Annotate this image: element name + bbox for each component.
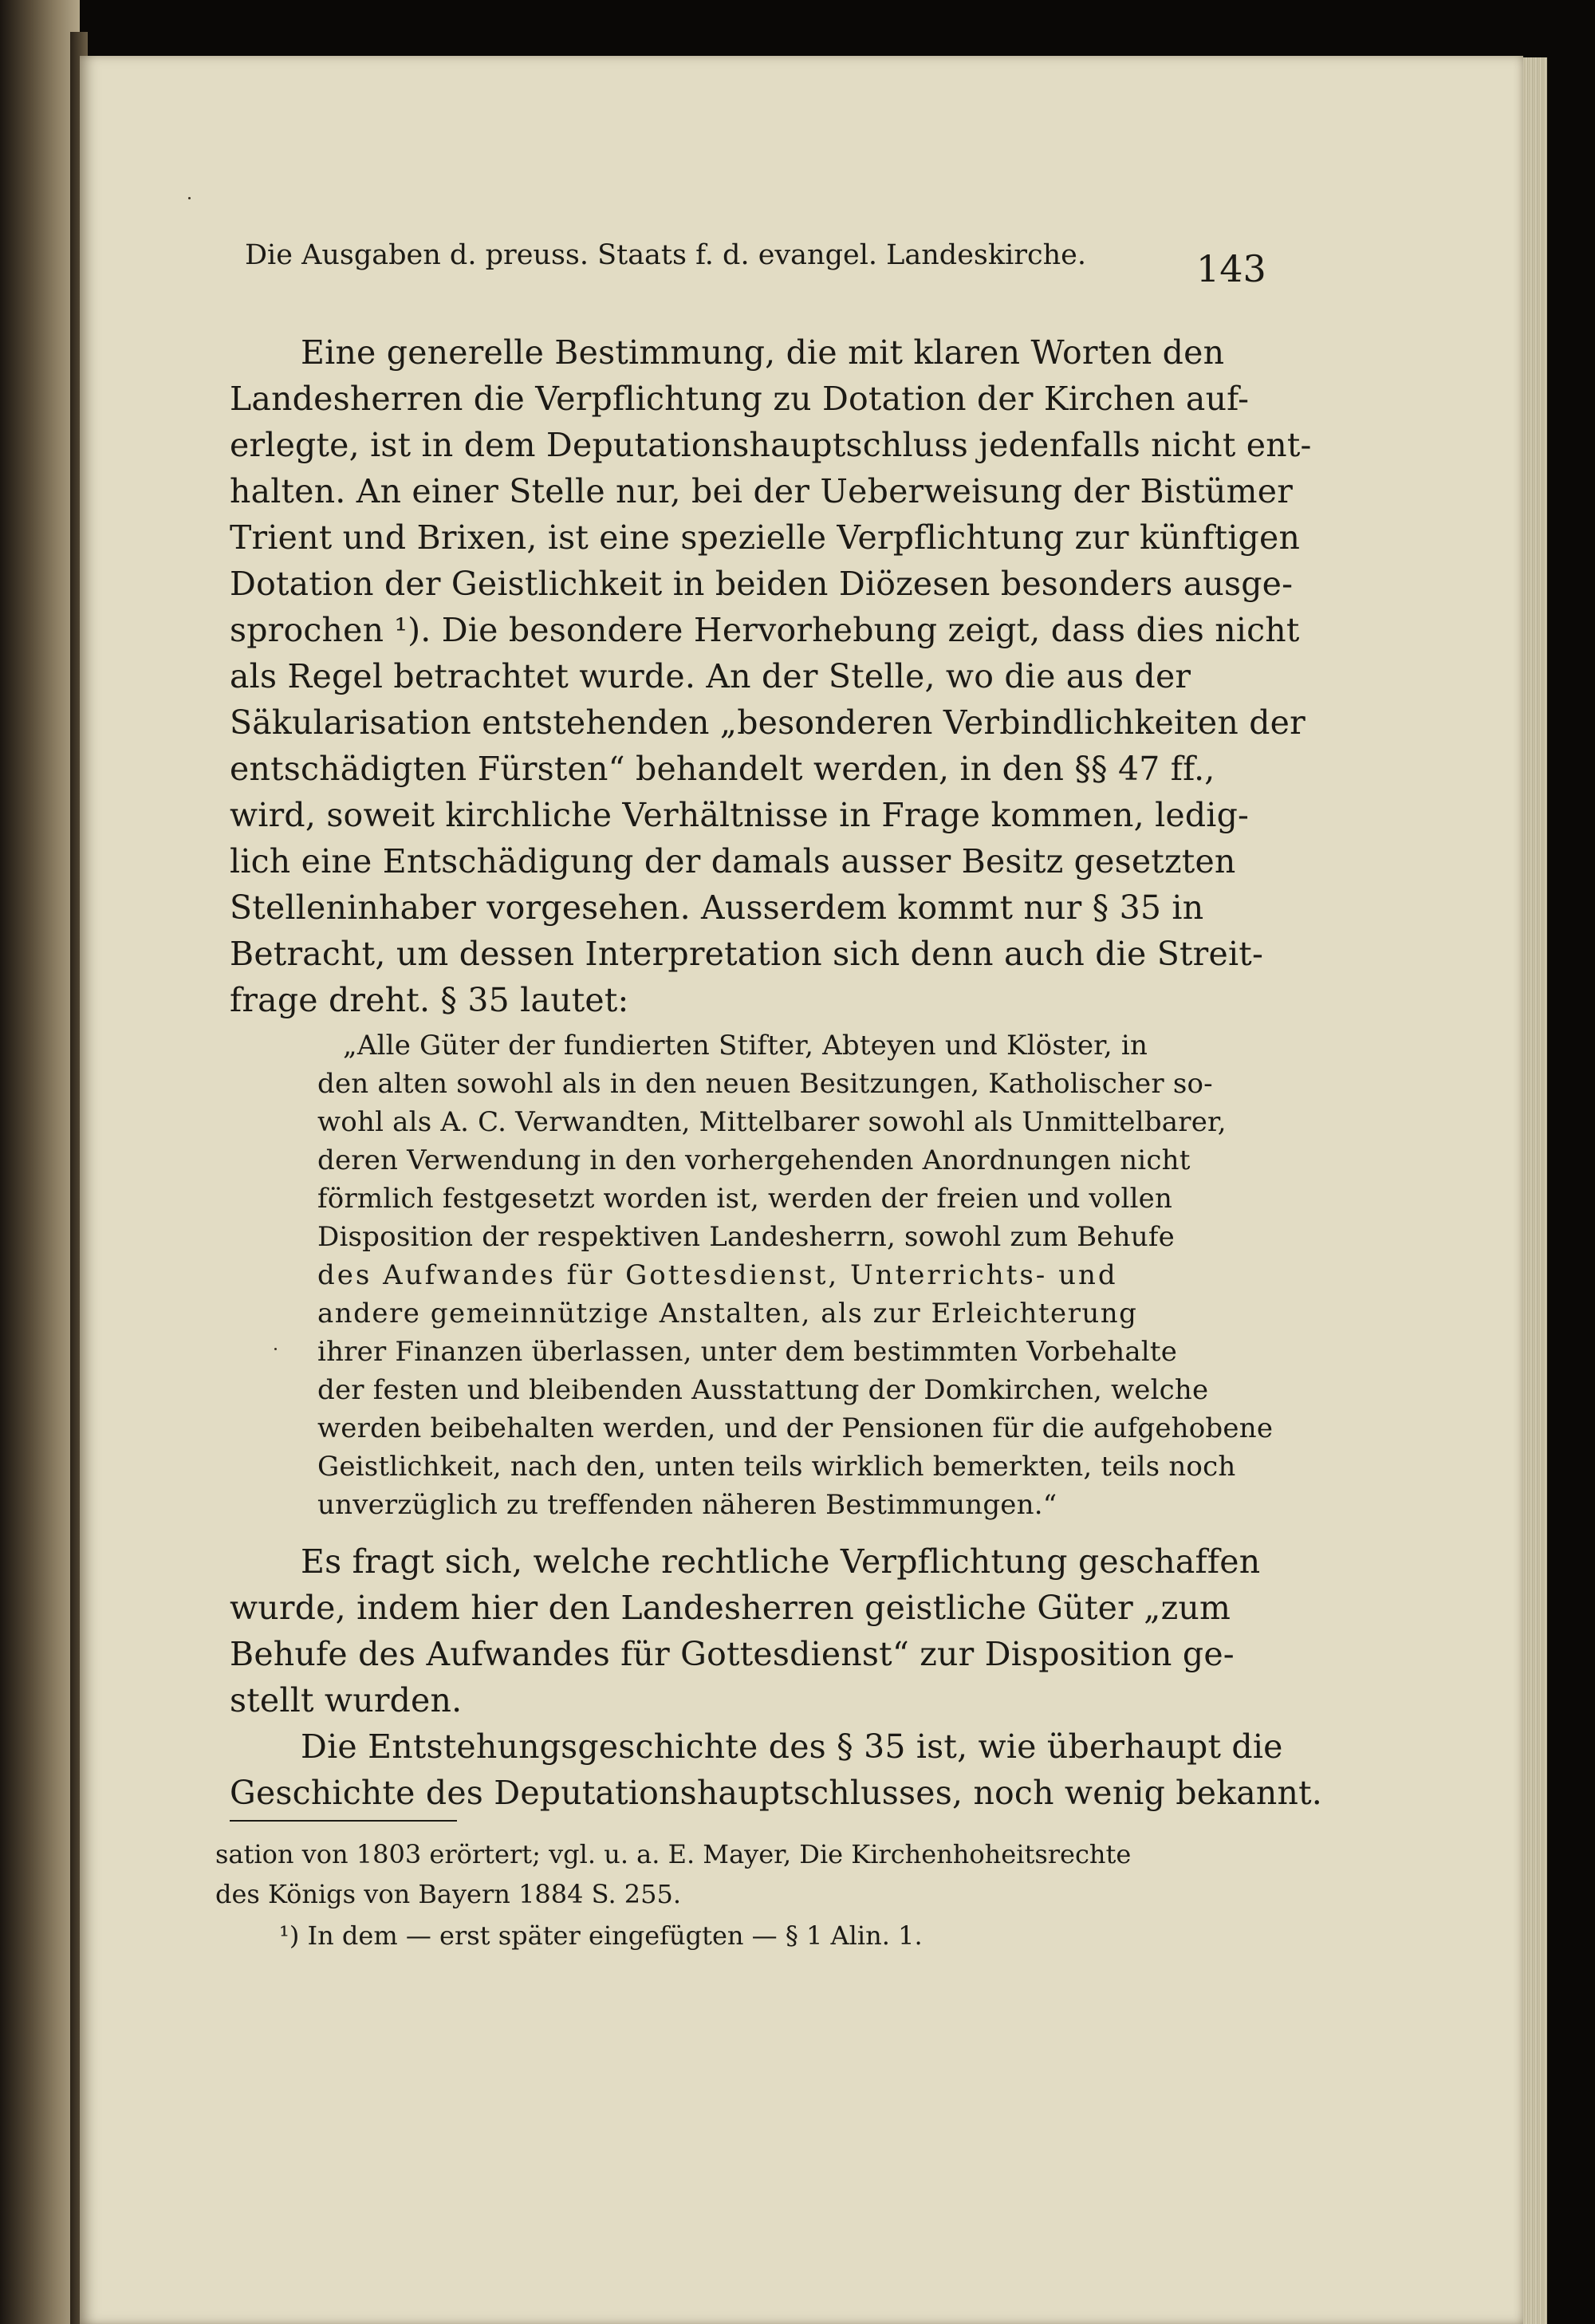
paper-speck — [274, 1348, 277, 1350]
body-line: erlegte, ist in dem Deputationshauptschluss jedenfalls nicht ent- — [230, 426, 1312, 464]
body-line: Dotation der Geistlichkeit in beiden Diözesen besonders ausge- — [230, 565, 1294, 603]
footnote-line: sation von 1803 erörtert; vgl. u. a. E. Mayer, Die Kirchenhoheitsrechte — [215, 1839, 1132, 1869]
quote-line: ihrer Finanzen überlassen, unter dem bestimmten Vorbehalte — [317, 1336, 1178, 1368]
body-line: Es fragt sich, welche rechtliche Verpflichtung geschaffen — [301, 1542, 1261, 1581]
book-binding-edge — [0, 0, 80, 2324]
body-line: Säkularisation entstehenden „besonderen Verbindlichkeiten der — [230, 703, 1306, 742]
quote-line: förmlich festgesetzt worden ist, werden der freien und vollen — [317, 1183, 1173, 1215]
quote-line: deren Verwendung in den vorhergehenden Anordnungen nicht — [317, 1144, 1191, 1176]
quote-line: der festen und bleibenden Ausstattung der Domkirchen, welche — [317, 1374, 1209, 1406]
body-line: sprochen ¹). Die besondere Hervorhebung zeigt, dass dies nicht — [230, 611, 1300, 649]
body-line: Trient und Brixen, ist eine spezielle Verpflichtung zur künftigen — [230, 518, 1301, 557]
body-line: Behufe des Aufwandes für Gottesdienst“ zur Disposition ge- — [230, 1635, 1235, 1673]
body-line: Betracht, um dessen Interpretation sich denn auch die Streit- — [230, 935, 1263, 973]
running-head: Die Ausgaben d. preuss. Staats f. d. evangel. Landeskirche. — [245, 239, 1086, 271]
quote-line: „Alle Güter der fundierten Stifter, Abteyen und Klöster, in — [343, 1030, 1148, 1062]
body-line: entschädigten Fürsten“ behandelt werden, in den §§ 47 ff., — [230, 750, 1215, 788]
footnote-line: ¹) In dem — erst später eingefügten — § 1 Alin. 1. — [279, 1920, 923, 1951]
quote-line: unverzüglich zu treffenden näheren Bestimmungen.“ — [317, 1489, 1057, 1521]
body-line: lich eine Entschädigung der damals ausser Besitz gesetzten — [230, 842, 1236, 880]
body-line: stellt wurden. — [230, 1681, 463, 1719]
quote-line: Disposition der respektiven Landesherrn, sowohl zum Behufe — [317, 1221, 1175, 1253]
body-line: Landesherren die Verpflichtung zu Dotation der Kirchen auf- — [230, 380, 1250, 418]
paper-speck — [188, 197, 191, 199]
body-line: wird, soweit kirchliche Verhältnisse in Frage kommen, ledig- — [230, 796, 1250, 834]
body-line: als Regel betrachtet wurde. An der Stelle, wo die aus der — [230, 657, 1191, 695]
body-line: Die Entstehungsgeschichte des § 35 ist, wie überhaupt die — [301, 1727, 1283, 1766]
body-line: Eine generelle Bestimmung, die mit klaren Worten den — [301, 333, 1225, 372]
body-line: Stelleninhaber vorgesehen. Ausserdem kommt nur § 35 in — [230, 888, 1204, 927]
quote-line: des Aufwandes für Gottesdienst, Unterrichts- und — [317, 1259, 1118, 1291]
body-line: Geschichte des Deputationshauptschlusses, noch wenig bekannt. — [230, 1774, 1323, 1812]
quote-line: werden beibehalten werden, und der Pensionen für die aufgehobene — [317, 1412, 1274, 1444]
body-line: halten. An einer Stelle nur, bei der Ueberweisung der Bistümer — [230, 472, 1293, 510]
quote-line: wohl als A. C. Verwandten, Mittelbarer sowohl als Unmittelbarer, — [317, 1106, 1227, 1138]
footnote-rule — [230, 1820, 457, 1822]
quote-line: den alten sowohl als in den neuen Besitzungen, Katholischer so- — [317, 1068, 1213, 1100]
page-edges — [1523, 57, 1547, 2324]
footnote-line: des Königs von Bayern 1884 S. 255. — [215, 1879, 682, 1909]
page-number: 143 — [1196, 247, 1266, 290]
body-line: wurde, indem hier den Landesherren geistliche Güter „zum — [230, 1589, 1231, 1627]
quote-line: andere gemeinnützige Anstalten, als zur Erleichterung — [317, 1298, 1138, 1329]
quote-line: Geistlichkeit, nach den, unten teils wirklich bemerkten, teils noch — [317, 1451, 1236, 1483]
body-line: frage dreht. § 35 lautet: — [230, 981, 629, 1019]
